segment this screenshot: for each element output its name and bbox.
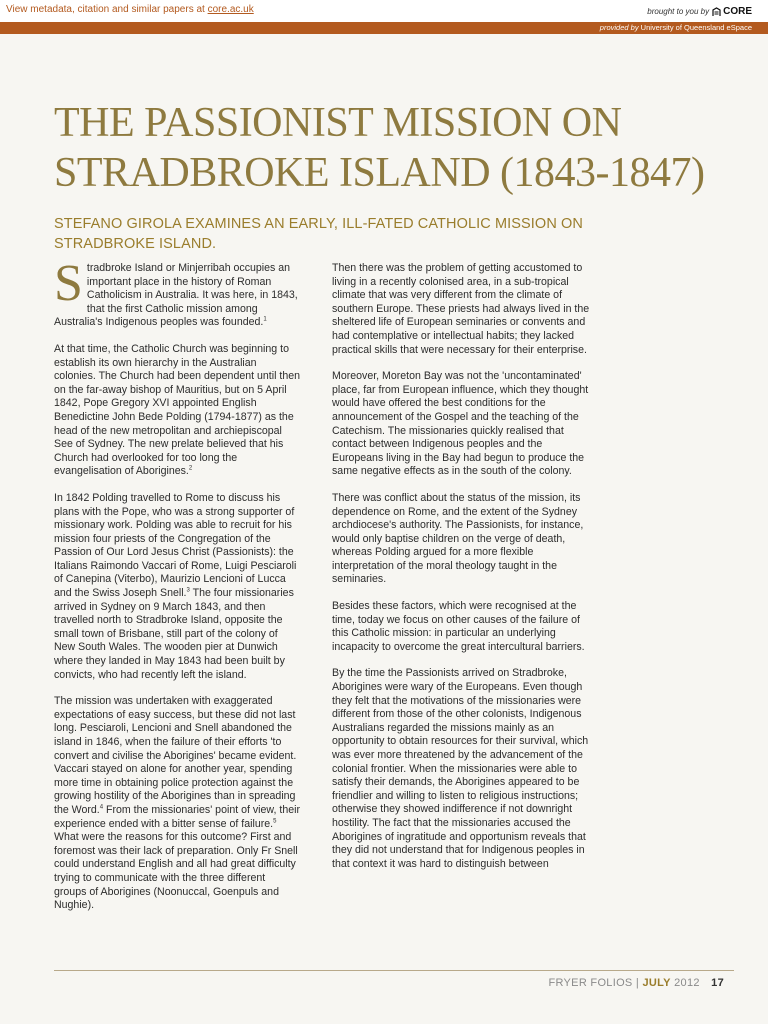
footnote-ref-2[interactable]: 2	[188, 465, 193, 472]
provider-text	[600, 23, 752, 32]
page-footer	[548, 977, 724, 989]
footer-rule	[54, 970, 734, 971]
paragraph-4-text-a: The mission was undertaken with exaggerated expectations of easy success, but these did not last long. Pesciaroli, Lencioni and Snell abandoned the island in 1846, when the failure of their efforts 'to convert and civilise the Aborigines' became evident. Vaccari stayed on alone for another year, spending more time in obtaining police protection against the growing hostility of the Aborigines than in spreading the Word.	[54, 695, 297, 816]
brought-by-text: brought to you by	[647, 7, 710, 16]
column-right	[332, 262, 592, 884]
footnote-ref-3[interactable]: 3	[186, 587, 190, 594]
paragraph-9: By the time the Passionists arrived on Stradbroke, Aborigines were wary of the Europeans. Even though they felt that the motivations of the missionaries were different from those of the other colonists, Indigenous Australians regarded the missions mainly as an opportunity to obtain resources for their survival, which was ever more threatened by the advancement of the colonial frontier. When the missionaries were able to satisfy their demands, the Aborigines appeared to be friendlier and willing to listen to religious instructions; otherwise they showed indifference if not downright hostility. The fact that the missionaries accused the Aborigines of ingratitude and opportunism reveals that they did not understand that for Indigenous peoples in that context it was hard to distinguish between	[332, 667, 589, 870]
metadata-text: View metadata, citation and similar papers at	[6, 4, 208, 15]
issue-month: JULY	[642, 977, 671, 989]
metadata-notice	[6, 4, 254, 15]
footnote-ref-1[interactable]: 1	[263, 316, 267, 323]
paragraph-3	[54, 492, 300, 682]
drop-cap: S	[54, 255, 83, 312]
publication-name: FRYER FOLIOS |	[548, 977, 640, 989]
provider-name: University of Queensland eSpace	[640, 23, 752, 32]
paragraph-7: There was conflict about the status of the mission, its dependence on Rome, and the extent of the Sydney archdiocese's authority. The Passionists, for instance, would only baptise children on the verge of death, whereas Polding argued for a more flexible interpretation of the moral theology taught in the seminaries.	[332, 491, 584, 586]
brought-by	[647, 6, 752, 17]
provider-bar	[0, 22, 768, 34]
footnote-ref-5[interactable]: 5	[273, 818, 277, 825]
paragraph-2	[54, 343, 300, 479]
paragraph-6: Moreover, Moreton Bay was not the 'uncontaminated' place, far from European influence, which they thought would have offered the best conditions for the announcement of the Gospel and the teaching of the Catechism. The missionaries quickly realised that contact between Indigenous peoples and the Europeans living in the Bay had begun to produce the same negative effects as in the south of the colony.	[332, 370, 589, 478]
paragraph-1	[54, 255, 300, 330]
core-link[interactable]: core.ac.uk	[207, 4, 254, 15]
core-logo-icon	[712, 7, 721, 17]
paragraph-4-text-c: What were the reasons for this outcome? First and foremost was their lack of preparation. Only Fr Snell could understand English and all had great difficulty trying to communicate with the three different groups of Aborigines (Noonuccal, Goenpuls and Nughie).	[54, 831, 298, 912]
paragraph-3-text-b: The four missionaries arrived in Sydney on 9 March 1843, and then travelled north to Stradbroke Island, opposite the small town of Brisbane, still part of the colony of New South Wales. The wooden pier at Dunwich where they landed in May 1843 had been built by convicts, who had recently left the island.	[54, 587, 294, 681]
paragraph-4	[54, 695, 300, 913]
core-banner	[0, 0, 768, 22]
column-left	[54, 255, 300, 926]
paragraph-1-text: tradbroke Island or Minjerribah occupies an important place in the history of Roman Catholicism in Australia. It was here, in 1843, that the first Catholic mission among Australia's Indigenous peoples was founded.	[54, 262, 298, 329]
paragraph-2-text: At that time, the Catholic Church was beginning to establish its own hierarchy in the Australian colonies. The Church had been dependent until then on the far-away bishop of Mauritius, but on 5 April 1842, Pope Gregory XVI appointed English Benedictine John Bede Polding (1794-1877) as the head of the new metropolitan and archiepiscopal See of Sydney. The new prelate believed that his Church had overlooked for too long the evangelisation of Aborigines.	[54, 342, 300, 478]
paragraph-5: Then there was the problem of getting accustomed to living in a recently colonised area, in a sub-tropical climate that was very different from the climate of southern Europe. These priests had always lived in the sheltered life of European seminaries or convents and had contemplative or intellectual habits; they lacked practical skills that were necessary for their enterprise.	[332, 262, 590, 356]
core-logo[interactable]	[712, 6, 752, 17]
page-number: 17	[711, 977, 724, 989]
paragraph-3-text-a: In 1842 Polding travelled to Rome to discuss his plans with the Pope, who was a strong supporter of missionary work. Polding was able to recruit for his mission four priests of the Congregation of the Passion of Our Lord Jesus Christ (Passionists): the Italians Raimondo Vaccari of Rome, Luigi Pesciaroli of Canepina (Viterbo), Maurizio Lencioni of Lucca and the Swiss Joseph Snell.	[54, 491, 297, 600]
footnote-ref-4[interactable]: 4	[99, 804, 104, 811]
article-title: THE PASSIONIST MISSION ON STRADBROKE ISLAND (1843-1847)	[54, 100, 705, 196]
paragraph-4-text-b: From the missionaries' point of view, their experience ended with a bitter sense of failure.	[54, 803, 300, 830]
core-label: CORE	[723, 6, 752, 17]
paragraph-8: Besides these factors, which were recognised at the time, today we focus on other causes of the failure of this Catholic mission: in particular an underlying incapacity to overcome the great intercultural barriers.	[332, 600, 585, 653]
article-subtitle: STEFANO GIROLA EXAMINES AN EARLY, ILL-FATED CATHOLIC MISSION ON STRADBROKE ISLAND.	[54, 216, 583, 252]
issue-year: 2012	[674, 977, 700, 989]
provided-prefix: provided by	[599, 23, 639, 32]
